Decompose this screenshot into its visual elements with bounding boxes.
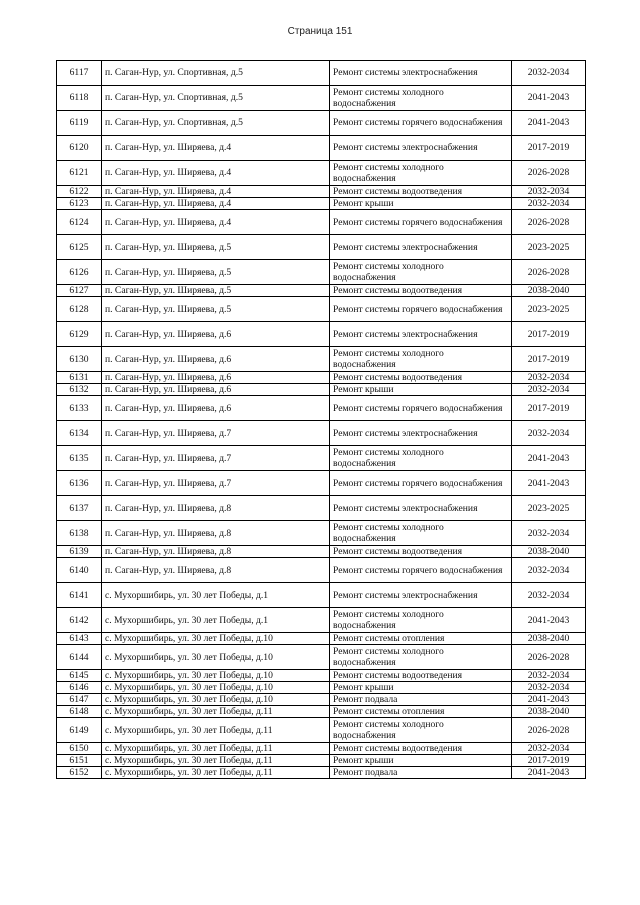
- table-row: [57, 297, 586, 322]
- work-type-cell: Ремонт системы холодного водоснабжения: [330, 161, 512, 186]
- table-row: [57, 285, 586, 297]
- table-row: [57, 347, 586, 372]
- years-cell: 2041-2043: [512, 767, 586, 779]
- work-type-cell: Ремонт системы электроснабжения: [330, 235, 512, 260]
- row-number: 6128: [57, 297, 102, 322]
- work-type-cell: Ремонт подвала: [330, 694, 512, 706]
- years-cell: 2032-2034: [512, 521, 586, 546]
- row-number: 6119: [57, 111, 102, 136]
- address-cell: с. Мухоршибирь, ул. 30 лет Победы, д.11: [102, 718, 330, 743]
- table-row: [57, 136, 586, 161]
- table-row: [57, 706, 586, 718]
- years-cell: 2017-2019: [512, 136, 586, 161]
- row-number: 6149: [57, 718, 102, 743]
- address-cell: п. Саган-Нур, ул. Ширяева, д.8: [102, 521, 330, 546]
- work-type-cell: Ремонт системы горячего водоснабжения: [330, 210, 512, 235]
- work-type-cell: Ремонт системы электроснабжения: [330, 421, 512, 446]
- row-number: 6123: [57, 198, 102, 210]
- work-type-cell: Ремонт системы горячего водоснабжения: [330, 111, 512, 136]
- years-cell: 2017-2019: [512, 396, 586, 421]
- table-row: [57, 558, 586, 583]
- table-row: [57, 755, 586, 767]
- table-row: [57, 583, 586, 608]
- address-cell: п. Саган-Нур, ул. Ширяева, д.7: [102, 421, 330, 446]
- row-number: 6118: [57, 86, 102, 111]
- years-cell: 2017-2019: [512, 755, 586, 767]
- table-row: [57, 235, 586, 260]
- years-cell: 2032-2034: [512, 198, 586, 210]
- years-cell: 2041-2043: [512, 471, 586, 496]
- work-type-cell: Ремонт системы холодного водоснабжения: [330, 645, 512, 670]
- address-cell: п. Саган-Нур, ул. Спортивная, д.5: [102, 61, 330, 86]
- row-number: 6137: [57, 496, 102, 521]
- repair-schedule-table: [56, 60, 586, 779]
- address-cell: с. Мухоршибирь, ул. 30 лет Победы, д.11: [102, 706, 330, 718]
- table-row: [57, 446, 586, 471]
- address-cell: с. Мухоршибирь, ул. 30 лет Победы, д.10: [102, 682, 330, 694]
- row-number: 6135: [57, 446, 102, 471]
- address-cell: с. Мухоршибирь, ул. 30 лет Победы, д.10: [102, 633, 330, 645]
- table-row: [57, 210, 586, 235]
- table-row: [57, 496, 586, 521]
- work-type-cell: Ремонт системы холодного водоснабжения: [330, 718, 512, 743]
- row-number: 6136: [57, 471, 102, 496]
- address-cell: п. Саган-Нур, ул. Ширяева, д.7: [102, 471, 330, 496]
- address-cell: п. Саган-Нур, ул. Ширяева, д.8: [102, 558, 330, 583]
- row-number: 6141: [57, 583, 102, 608]
- row-number: 6151: [57, 755, 102, 767]
- table-body: [57, 61, 586, 779]
- row-number: 6144: [57, 645, 102, 670]
- row-number: 6134: [57, 421, 102, 446]
- work-type-cell: Ремонт системы электроснабжения: [330, 61, 512, 86]
- row-number: 6125: [57, 235, 102, 260]
- years-cell: 2026-2028: [512, 260, 586, 285]
- address-cell: с. Мухоршибирь, ул. 30 лет Победы, д.1: [102, 608, 330, 633]
- address-cell: п. Саган-Нур, ул. Ширяева, д.5: [102, 285, 330, 297]
- work-type-cell: Ремонт системы горячего водоснабжения: [330, 471, 512, 496]
- table-row: [57, 384, 586, 396]
- address-cell: с. Мухоршибирь, ул. 30 лет Победы, д.10: [102, 694, 330, 706]
- years-cell: 2032-2034: [512, 558, 586, 583]
- row-number: 6146: [57, 682, 102, 694]
- address-cell: п. Саган-Нур, ул. Ширяева, д.5: [102, 235, 330, 260]
- table-row: [57, 186, 586, 198]
- table-row: [57, 260, 586, 285]
- row-number: 6129: [57, 322, 102, 347]
- work-type-cell: Ремонт системы водоотведения: [330, 186, 512, 198]
- work-type-cell: Ремонт системы холодного водоснабжения: [330, 608, 512, 633]
- row-number: 6148: [57, 706, 102, 718]
- years-cell: 2038-2040: [512, 706, 586, 718]
- work-type-cell: Ремонт системы электроснабжения: [330, 583, 512, 608]
- work-type-cell: Ремонт системы горячего водоснабжения: [330, 558, 512, 583]
- years-cell: 2041-2043: [512, 446, 586, 471]
- years-cell: 2032-2034: [512, 682, 586, 694]
- address-cell: с. Мухоршибирь, ул. 30 лет Победы, д.11: [102, 767, 330, 779]
- table-row: [57, 694, 586, 706]
- table-row: [57, 198, 586, 210]
- work-type-cell: Ремонт системы холодного водоснабжения: [330, 446, 512, 471]
- work-type-cell: Ремонт системы водоотведения: [330, 546, 512, 558]
- years-cell: 2026-2028: [512, 718, 586, 743]
- table-row: [57, 471, 586, 496]
- table-row: [57, 396, 586, 421]
- work-type-cell: Ремонт системы водоотведения: [330, 285, 512, 297]
- work-type-cell: Ремонт системы электроснабжения: [330, 136, 512, 161]
- work-type-cell: Ремонт системы электроснабжения: [330, 496, 512, 521]
- address-cell: п. Саган-Нур, ул. Ширяева, д.5: [102, 297, 330, 322]
- page-number-header: Страница 151: [287, 26, 353, 37]
- work-type-cell: Ремонт системы холодного водоснабжения: [330, 347, 512, 372]
- row-number: 6143: [57, 633, 102, 645]
- address-cell: с. Мухоршибирь, ул. 30 лет Победы, д.11: [102, 743, 330, 755]
- row-number: 6120: [57, 136, 102, 161]
- row-number: 6122: [57, 186, 102, 198]
- address-cell: п. Саган-Нур, ул. Ширяева, д.6: [102, 347, 330, 372]
- row-number: 6140: [57, 558, 102, 583]
- table-row: [57, 608, 586, 633]
- work-type-cell: Ремонт системы водоотведения: [330, 743, 512, 755]
- address-cell: п. Саган-Нур, ул. Спортивная, д.5: [102, 86, 330, 111]
- row-number: 6147: [57, 694, 102, 706]
- work-type-cell: Ремонт крыши: [330, 384, 512, 396]
- work-type-cell: Ремонт подвала: [330, 767, 512, 779]
- work-type-cell: Ремонт системы холодного водоснабжения: [330, 260, 512, 285]
- table-row: [57, 682, 586, 694]
- work-type-cell: Ремонт крыши: [330, 755, 512, 767]
- table-row: [57, 767, 586, 779]
- row-number: 6145: [57, 670, 102, 682]
- row-number: 6130: [57, 347, 102, 372]
- work-type-cell: Ремонт системы холодного водоснабжения: [330, 86, 512, 111]
- row-number: 6138: [57, 521, 102, 546]
- address-cell: п. Саган-Нур, ул. Ширяева, д.7: [102, 446, 330, 471]
- row-number: 6126: [57, 260, 102, 285]
- address-cell: п. Саган-Нур, ул. Ширяева, д.8: [102, 546, 330, 558]
- table-row: [57, 61, 586, 86]
- address-cell: п. Саган-Нур, ул. Спортивная, д.5: [102, 111, 330, 136]
- years-cell: 2038-2040: [512, 633, 586, 645]
- work-type-cell: Ремонт системы электроснабжения: [330, 322, 512, 347]
- row-number: 6124: [57, 210, 102, 235]
- years-cell: 2038-2040: [512, 285, 586, 297]
- address-cell: п. Саган-Нур, ул. Ширяева, д.4: [102, 161, 330, 186]
- address-cell: с. Мухоршибирь, ул. 30 лет Победы, д.10: [102, 670, 330, 682]
- years-cell: 2017-2019: [512, 322, 586, 347]
- work-type-cell: Ремонт крыши: [330, 198, 512, 210]
- row-number: 6117: [57, 61, 102, 86]
- table-row: [57, 421, 586, 446]
- work-type-cell: Ремонт системы горячего водоснабжения: [330, 297, 512, 322]
- years-cell: 2026-2028: [512, 161, 586, 186]
- address-cell: п. Саган-Нур, ул. Ширяева, д.4: [102, 198, 330, 210]
- row-number: 6131: [57, 372, 102, 384]
- years-cell: 2032-2034: [512, 384, 586, 396]
- row-number: 6152: [57, 767, 102, 779]
- table-row: [57, 718, 586, 743]
- work-type-cell: Ремонт системы водоотведения: [330, 372, 512, 384]
- address-cell: п. Саган-Нур, ул. Ширяева, д.6: [102, 372, 330, 384]
- address-cell: п. Саган-Нур, ул. Ширяева, д.4: [102, 210, 330, 235]
- table-row: [57, 633, 586, 645]
- years-cell: 2023-2025: [512, 235, 586, 260]
- table-row: [57, 670, 586, 682]
- address-cell: п. Саган-Нур, ул. Ширяева, д.8: [102, 496, 330, 521]
- years-cell: 2032-2034: [512, 743, 586, 755]
- address-cell: п. Саган-Нур, ул. Ширяева, д.5: [102, 260, 330, 285]
- work-type-cell: Ремонт системы горячего водоснабжения: [330, 396, 512, 421]
- address-cell: п. Саган-Нур, ул. Ширяева, д.6: [102, 384, 330, 396]
- years-cell: 2023-2025: [512, 297, 586, 322]
- years-cell: 2041-2043: [512, 111, 586, 136]
- table-row: [57, 86, 586, 111]
- row-number: 6150: [57, 743, 102, 755]
- table-row: [57, 743, 586, 755]
- years-cell: 2038-2040: [512, 546, 586, 558]
- years-cell: 2026-2028: [512, 645, 586, 670]
- years-cell: 2032-2034: [512, 186, 586, 198]
- address-cell: с. Мухоршибирь, ул. 30 лет Победы, д.11: [102, 755, 330, 767]
- table-row: [57, 372, 586, 384]
- years-cell: 2041-2043: [512, 694, 586, 706]
- row-number: 6127: [57, 285, 102, 297]
- years-cell: 2017-2019: [512, 347, 586, 372]
- years-cell: 2032-2034: [512, 61, 586, 86]
- years-cell: 2032-2034: [512, 670, 586, 682]
- address-cell: п. Саган-Нур, ул. Ширяева, д.4: [102, 186, 330, 198]
- address-cell: п. Саган-Нур, ул. Ширяева, д.6: [102, 396, 330, 421]
- table-row: [57, 161, 586, 186]
- table-row: [57, 521, 586, 546]
- years-cell: 2023-2025: [512, 496, 586, 521]
- row-number: 6132: [57, 384, 102, 396]
- address-cell: п. Саган-Нур, ул. Ширяева, д.6: [102, 322, 330, 347]
- work-type-cell: Ремонт крыши: [330, 682, 512, 694]
- row-number: 6121: [57, 161, 102, 186]
- row-number: 6142: [57, 608, 102, 633]
- table-row: [57, 546, 586, 558]
- address-cell: с. Мухоршибирь, ул. 30 лет Победы, д.1: [102, 583, 330, 608]
- work-type-cell: Ремонт системы холодного водоснабжения: [330, 521, 512, 546]
- years-cell: 2041-2043: [512, 86, 586, 111]
- years-cell: 2032-2034: [512, 421, 586, 446]
- years-cell: 2032-2034: [512, 583, 586, 608]
- row-number: 6133: [57, 396, 102, 421]
- row-number: 6139: [57, 546, 102, 558]
- years-cell: 2026-2028: [512, 210, 586, 235]
- work-type-cell: Ремонт системы отопления: [330, 706, 512, 718]
- years-cell: 2041-2043: [512, 608, 586, 633]
- years-cell: 2032-2034: [512, 372, 586, 384]
- work-type-cell: Ремонт системы водоотведения: [330, 670, 512, 682]
- address-cell: с. Мухоршибирь, ул. 30 лет Победы, д.10: [102, 645, 330, 670]
- table-row: [57, 322, 586, 347]
- work-type-cell: Ремонт системы отопления: [330, 633, 512, 645]
- table-row: [57, 645, 586, 670]
- table-row: [57, 111, 586, 136]
- address-cell: п. Саган-Нур, ул. Ширяева, д.4: [102, 136, 330, 161]
